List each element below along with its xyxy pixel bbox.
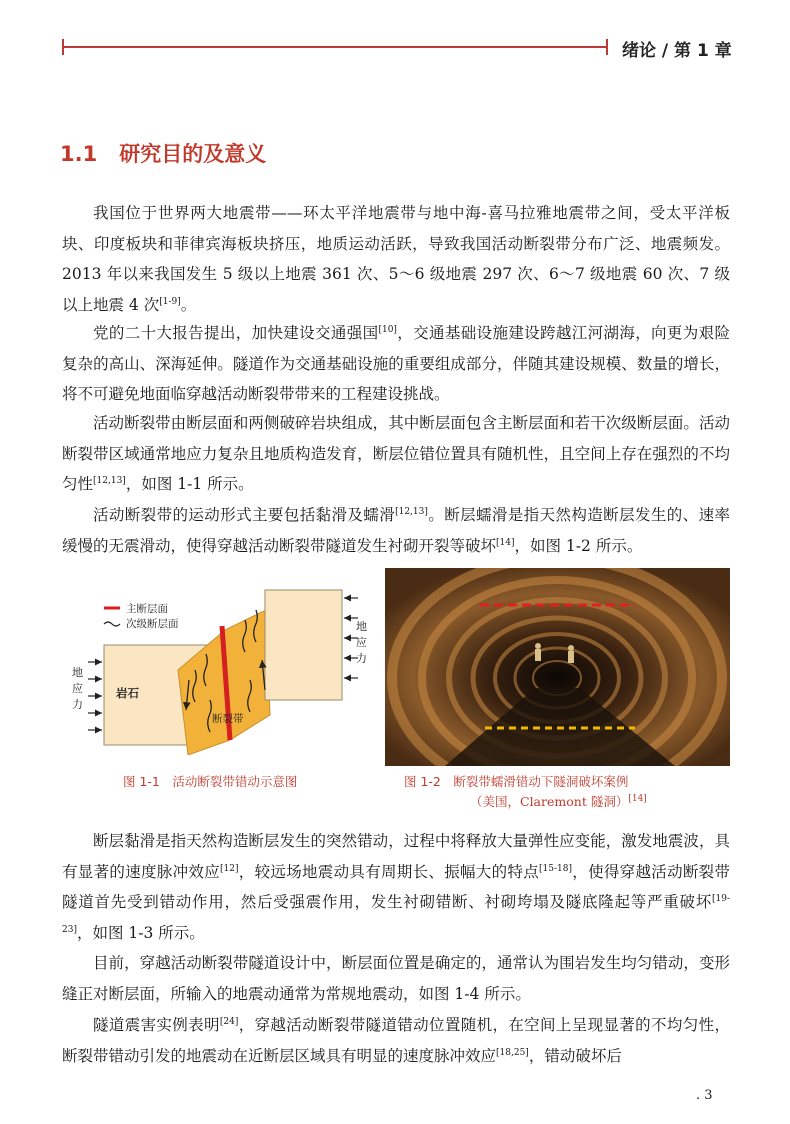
paragraph-4 xyxy=(62,500,730,561)
paragraph-text: 党的二十大报告提出，加快建设交通强国 xyxy=(93,324,379,342)
paragraph-text: ，较远场地震动具有周期长、振幅大的特点 xyxy=(238,862,540,881)
paragraph-text: 活动断裂带由断层面和两侧破碎岩块组成，其中断层面包含主断层面和若干次级断层面。活动断裂带区域通常地应力复杂且地质构造发育，断层位错位置具有随机性，且空间上存在强烈的不均匀性 xyxy=(62,414,730,493)
paragraph-text: ，如图 1-3 所示。 xyxy=(76,923,205,942)
citation: [19-23] xyxy=(62,893,730,935)
rock-block-right xyxy=(265,590,342,700)
paragraph-2 xyxy=(62,318,730,410)
citation: [12,13] xyxy=(395,506,428,517)
paragraph-text: ，错动破坏后 xyxy=(528,1046,622,1065)
figure-1-1-caption: 图 1-1 活动断裂带错动示意图 xyxy=(123,774,298,789)
paragraph-1 xyxy=(62,198,730,320)
section-number: 1.1 xyxy=(60,142,98,166)
legend-secondary-fault-label: 次级断层面 xyxy=(126,618,179,630)
figure-fault-zone-diagram xyxy=(60,580,370,755)
citation: [24] xyxy=(219,1016,239,1027)
figure-1-2-caption: 图 1-2 断裂带蠕滑错动下隧洞破坏案例 xyxy=(404,774,629,789)
paragraph-text: ，交通基础设施建设跨越江河湖海，向更为艰险复杂的高山、深海延伸。隧道作为交通基础设施的重要组成部分，伴随其建设规模、数量的增长，将不可避免地面临穿越活动断裂带带来的工程建设挑战。 xyxy=(62,324,730,403)
paragraph-text: 。断层蠕滑是指天然构造断层发生的、速率缓慢的无震滑动，使得穿越活动断裂带隧道发生衬砌开裂等破坏 xyxy=(62,506,730,555)
stress-label-right-1: 地 xyxy=(356,620,367,633)
citation: [12,13] xyxy=(93,475,126,486)
legend-main-fault-label: 主断层面 xyxy=(126,603,168,615)
citation: [1-9] xyxy=(159,296,181,307)
paragraph-5 xyxy=(62,826,730,948)
citation: [18,25] xyxy=(496,1047,529,1058)
stress-label-left-1: 地 xyxy=(72,666,83,679)
paragraph-7 xyxy=(62,1010,730,1071)
figure-1-2-caption-source xyxy=(470,792,647,810)
citation: [12] xyxy=(220,863,239,874)
stress-label-left-2: 应 xyxy=(72,682,83,695)
paragraph-text: 我国位于世界两大地震带——环太平洋地震带与地中海-喜马拉雅地震带之间，受太平洋板块、印度板块和菲律宾海板块挤压，地质运动活跃，导致我国活动断裂带分布广泛、地震频发。2013 年以来我国发生 5 级以上地震 361 次、5～6 级地震 297 次、6～7 级地震 60 次、7 级以上地震 4 次 xyxy=(62,204,730,314)
figure-tunnel-photo xyxy=(385,568,730,766)
legend-secondary-fault-swatch xyxy=(104,622,120,626)
running-header: 绪论 / 第 1 章 xyxy=(622,41,732,61)
paragraph-text: ，使得穿越活动断裂带隧道首先受到错动作用，然后受强震作用，发生衬砌错断、衬砌垮塌及隧底隆起等严重破坏 xyxy=(62,862,730,911)
rock-label: 岩石 xyxy=(116,686,139,700)
stress-label-right-3: 力 xyxy=(356,652,367,665)
citation: [14] xyxy=(496,537,515,548)
section-title: 研究目的及意义 xyxy=(119,142,267,166)
paragraph-text: 活动断裂带的运动形式主要包括黏滑及蠕滑 xyxy=(93,506,396,524)
paragraph-text: 目前，穿越活动断裂带隧道设计中，断层面位置是确定的，通常认为围岩发生均匀错动，变形缝正对断层面，所输入的地震动通常为常规地震动，如图 1-4 所示。 xyxy=(62,954,730,1003)
paragraph-6 xyxy=(62,948,730,1009)
caption-source-text: （美国，Claremont 隧洞） xyxy=(470,794,629,809)
stress-label-right-2: 应 xyxy=(356,636,367,649)
paragraph-text: ，穿越活动断裂带隧道错动位置随机，在空间上呈现显著的不均匀性，断裂带错动引发的地震动在近断层区域具有明显的速度脉冲效应 xyxy=(62,1016,730,1065)
paragraph-text: 。 xyxy=(180,295,197,314)
stress-arrows-left xyxy=(88,662,102,730)
section-heading xyxy=(60,138,266,168)
fault-zone-label: 断裂带 xyxy=(212,713,244,725)
stress-label-left-3: 力 xyxy=(72,698,83,711)
header-rule xyxy=(62,46,607,48)
paragraph-text: ，如图 1-2 所示。 xyxy=(514,536,643,555)
citation: [15-18] xyxy=(539,863,572,874)
paragraph-3 xyxy=(62,408,730,500)
header-rule-right-cap xyxy=(606,39,608,55)
paragraph-text: 隧道震害实例表明 xyxy=(93,1016,220,1034)
paragraph-text: 断层黏滑是指天然构造断层发生的突然错动，过程中将释放大量弹性应变能，激发地震波，具有显著的速度脉冲效应 xyxy=(62,832,730,881)
paragraph-text: ，如图 1-1 所示。 xyxy=(125,475,254,493)
citation: [14] xyxy=(628,793,647,804)
citation: [10] xyxy=(378,324,397,335)
page-number: . 3 xyxy=(696,1088,713,1103)
